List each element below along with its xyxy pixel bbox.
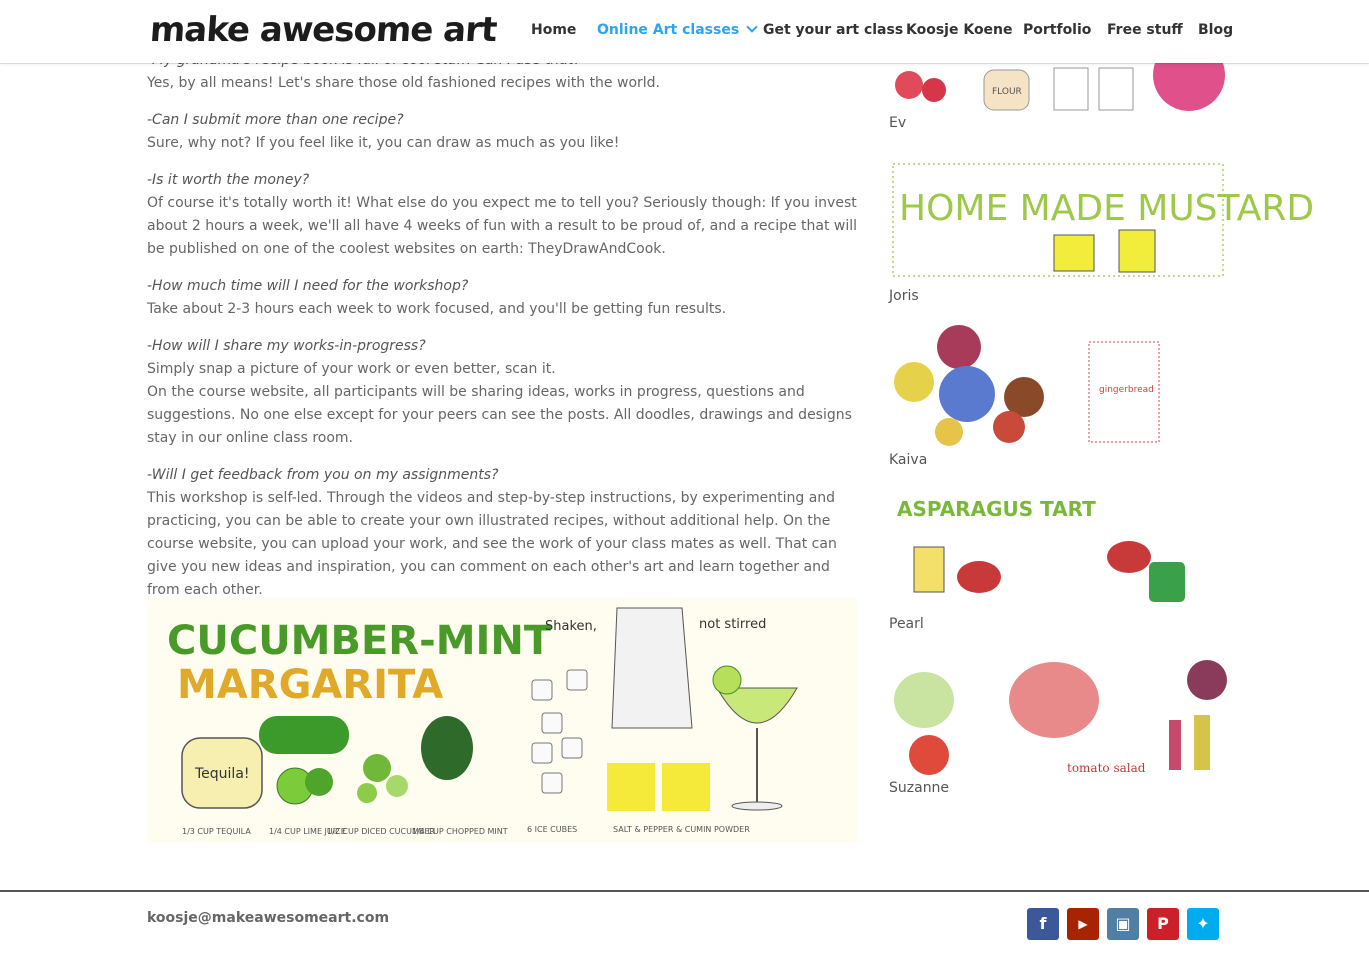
nav-free-stuff[interactable]: Free stuff	[1107, 22, 1183, 38]
twitter-icon: ✦	[1196, 914, 1210, 933]
sidebar-name-suzanne[interactable]: Suzanne	[889, 780, 950, 796]
recipe-caption: 1/4 CUP LIME JUICE	[269, 827, 346, 836]
facebook-button[interactable]	[1027, 908, 1059, 940]
faq-answer: Yes, by all means! Let's share those old fashioned recipes with the world.	[147, 75, 660, 91]
recipe-illustration-image	[147, 598, 857, 843]
site-header	[0, 0, 1369, 63]
asparagus-title: ASPARAGUS TART	[897, 497, 1096, 521]
pinterest-button[interactable]	[1147, 908, 1179, 940]
sidebar-pearl-image[interactable]	[889, 492, 1229, 614]
sidebar-name-joris[interactable]: Joris	[889, 288, 919, 304]
nav-online-art-classes[interactable]	[597, 22, 756, 38]
recipe-caption: 1/2 CUP DICED CUCUMBER	[327, 827, 435, 836]
mustard-title: HOME MADE MUSTARD	[899, 188, 1315, 229]
sidebar-name-ev[interactable]: Ev	[889, 115, 907, 131]
nav-koosje-koene[interactable]: Koosje Koene	[906, 22, 1013, 38]
faq-answer: Take about 2-3 hours each week to work focused, and you'll be getting fun results.	[147, 301, 727, 317]
nav-portfolio[interactable]: Portfolio	[1023, 22, 1092, 38]
sidebar-suzanne-image[interactable]	[889, 650, 1229, 778]
pinterest-icon: P	[1157, 914, 1169, 933]
facebook-icon: f	[1039, 914, 1047, 933]
faq-answer: Of course it's totally worth it! What else do you expect me to tell you? Seriously though: If you invest about 2 hours a week, we'll all have 4 weeks of fun with a result to be proud of, and a recipe that will be published on one of the coolest websites on earth: TheyDrawAndCook.	[147, 195, 858, 257]
sidebar-name-pearl[interactable]: Pearl	[889, 616, 924, 632]
suzanne-image-label: tomato salad	[1067, 761, 1146, 775]
twitter-button[interactable]	[1187, 908, 1219, 940]
recipe-title-line2: MARGARITA	[177, 662, 444, 708]
nav-home[interactable]: Home	[531, 22, 577, 38]
faq-question: -Can I submit more than one recipe?	[147, 112, 404, 128]
faq-answer: Simply snap a picture of your work or even better, scan it.	[147, 361, 556, 377]
faq-answer: This workshop is self-led. Through the videos and step-by-step instructions, by experimenting and practicing, you can be able to create your own illustrated recipes, without additional help. On the course website, you can upload your work, and see the work of your class mates as well. That can give you new ideas and inspiration, you can comment on each other's art and learn together and from each other.	[147, 490, 837, 598]
recipe-caption: 1/4 CUP CHOPPED MINT	[412, 827, 508, 836]
youtube-icon: ▶	[1078, 917, 1088, 931]
tequila-bottle-label: Tequila!	[195, 766, 250, 782]
footer-email-link[interactable]: koosje@makeawesomeart.com	[147, 910, 390, 926]
faq-question: -Is it worth the money?	[147, 172, 310, 188]
instagram-icon: ▣	[1115, 914, 1131, 933]
nav-online-art-classes-label: Online Art classes	[597, 22, 740, 38]
chevron-down-icon	[746, 21, 757, 32]
recipe-caption: 6 ICE CUBES	[527, 825, 578, 834]
kaiva-image-label: gingerbread	[1099, 385, 1154, 395]
recipe-shaken-text: Shaken,	[545, 619, 597, 634]
faq-question: -How will I share my works-in-progress?	[147, 338, 426, 354]
sidebar-joris-image[interactable]	[889, 160, 1315, 280]
flour-label: FLOUR	[992, 87, 1022, 97]
instagram-button[interactable]	[1107, 908, 1139, 940]
nav-get-your-art-class[interactable]: Get your art class	[763, 22, 904, 38]
faq-answer: Sure, why not? If you feel like it, you can draw as much as you like!	[147, 135, 620, 151]
sidebar-name-kaiva[interactable]: Kaiva	[889, 452, 928, 468]
nav-blog[interactable]: Blog	[1198, 22, 1234, 38]
faq-question: -How much time will I need for the workshop?	[147, 278, 469, 294]
recipe-caption: 1/3 CUP TEQUILA	[182, 827, 251, 836]
recipe-title-line1: CUCUMBER-MINT	[167, 618, 552, 664]
faq-answer: On the course website, all participants will be sharing ideas, works in progress, questions and suggestions. No one else except for your peers can see the posts. All doodles, drawings and designs stay in our online class room.	[147, 384, 852, 446]
faq-question: -Will I get feedback from you on my assignments?	[147, 467, 499, 483]
sidebar-kaiva-image[interactable]	[889, 322, 1229, 450]
recipe-caption: SALT & PEPPER & CUMIN POWDER	[613, 825, 750, 834]
site-logo[interactable]: make awesome art	[148, 10, 498, 50]
recipe-not-stirred-text: not stirred	[699, 617, 767, 632]
youtube-button[interactable]	[1067, 908, 1099, 940]
